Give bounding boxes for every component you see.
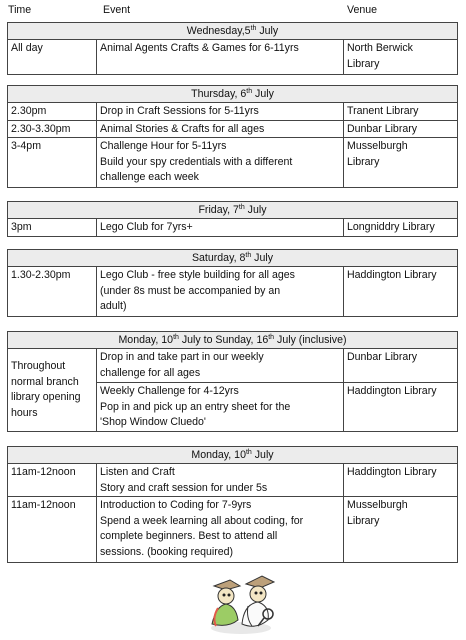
event-cell: Weekly Challenge for 4-12yrs Pop in and pick up an entry sheet for the 'Shop Window Cluedo' xyxy=(97,383,344,431)
venue-cell: Haddington Library xyxy=(347,385,437,397)
day-block-saturday xyxy=(7,249,458,317)
venue-cell: Musselburgh Library xyxy=(347,140,408,168)
day-block-thursday xyxy=(7,85,458,188)
event-cell: Animal Stories & Crafts for all ages xyxy=(97,121,344,137)
table-row xyxy=(8,464,457,497)
split-rows xyxy=(97,349,457,431)
time-cell: 3pm xyxy=(8,219,97,236)
table-row xyxy=(97,349,457,383)
day-header: Friday, 7th July xyxy=(8,202,457,219)
table-row xyxy=(8,138,457,187)
day-header: Monday, 10th July to Sunday, 16th July (inclusive) xyxy=(8,332,457,349)
day-block-friday xyxy=(7,201,458,237)
event-cell: Drop in and take part in our weekly challenge for all ages xyxy=(97,349,344,382)
table-row xyxy=(8,219,457,236)
time-cell: Throughout normal branch library opening hours xyxy=(8,349,97,431)
table-row xyxy=(8,40,457,74)
time-cell: All day xyxy=(8,40,97,74)
time-cell: 1.30-2.30pm xyxy=(8,267,97,316)
column-headers xyxy=(8,4,458,20)
day-block-week xyxy=(7,331,458,432)
day-header: Saturday, 8th July xyxy=(8,250,457,267)
animal-agents-logo xyxy=(198,566,284,636)
header-venue: Venue xyxy=(347,4,378,16)
event-cell: Lego Club - free style building for all ages (under 8s must be accompanied by an adult) xyxy=(97,267,344,316)
event-cell: Drop in Craft Sessions for 5-11yrs xyxy=(97,103,344,120)
day-header: Wednesday,5th July xyxy=(8,23,457,40)
venue-cell: North Berwick Library xyxy=(347,42,413,70)
event-cell: Listen and Craft Story and craft session for under 5s xyxy=(97,464,344,496)
event-cell: Animal Agents Crafts & Games for 6-11yrs xyxy=(97,40,344,74)
header-time: Time xyxy=(8,4,32,16)
table-row xyxy=(8,103,457,121)
time-cell: 11am-12noon xyxy=(8,497,97,562)
day-header: Monday, 10th July xyxy=(8,447,457,464)
venue-cell: Haddington Library xyxy=(347,269,437,281)
time-cell: 11am-12noon xyxy=(8,464,97,496)
day-block-monday xyxy=(7,446,458,563)
time-cell: 3-4pm xyxy=(8,138,97,187)
venue-cell: Longniddry Library xyxy=(347,221,435,233)
header-event: Event xyxy=(103,4,131,16)
venue-cell: Dunbar Library xyxy=(347,123,418,135)
event-cell: Challenge Hour for 5-11yrs Build your spy credentials with a different challenge each week xyxy=(97,138,344,187)
venue-cell: Musselburgh Library xyxy=(347,499,408,527)
venue-cell: Dunbar Library xyxy=(347,351,418,363)
venue-cell: Haddington Library xyxy=(347,466,437,478)
table-row xyxy=(8,121,457,138)
event-cell: Lego Club for 7yrs+ xyxy=(97,219,344,236)
day-header: Thursday, 6th July xyxy=(8,86,457,103)
day-block-wednesday xyxy=(7,22,458,75)
time-cell: 2.30pm xyxy=(8,103,97,120)
table-row xyxy=(97,383,457,431)
table-row xyxy=(8,497,457,562)
event-cell: Introduction to Coding for 7-9yrs Spend a week learning all about coding, for complete beginners. Best to attend all sessions. (booking required) xyxy=(97,497,344,562)
table-row xyxy=(8,267,457,316)
venue-cell: Tranent Library xyxy=(347,105,419,117)
time-cell: 2.30-3.30pm xyxy=(8,121,97,137)
